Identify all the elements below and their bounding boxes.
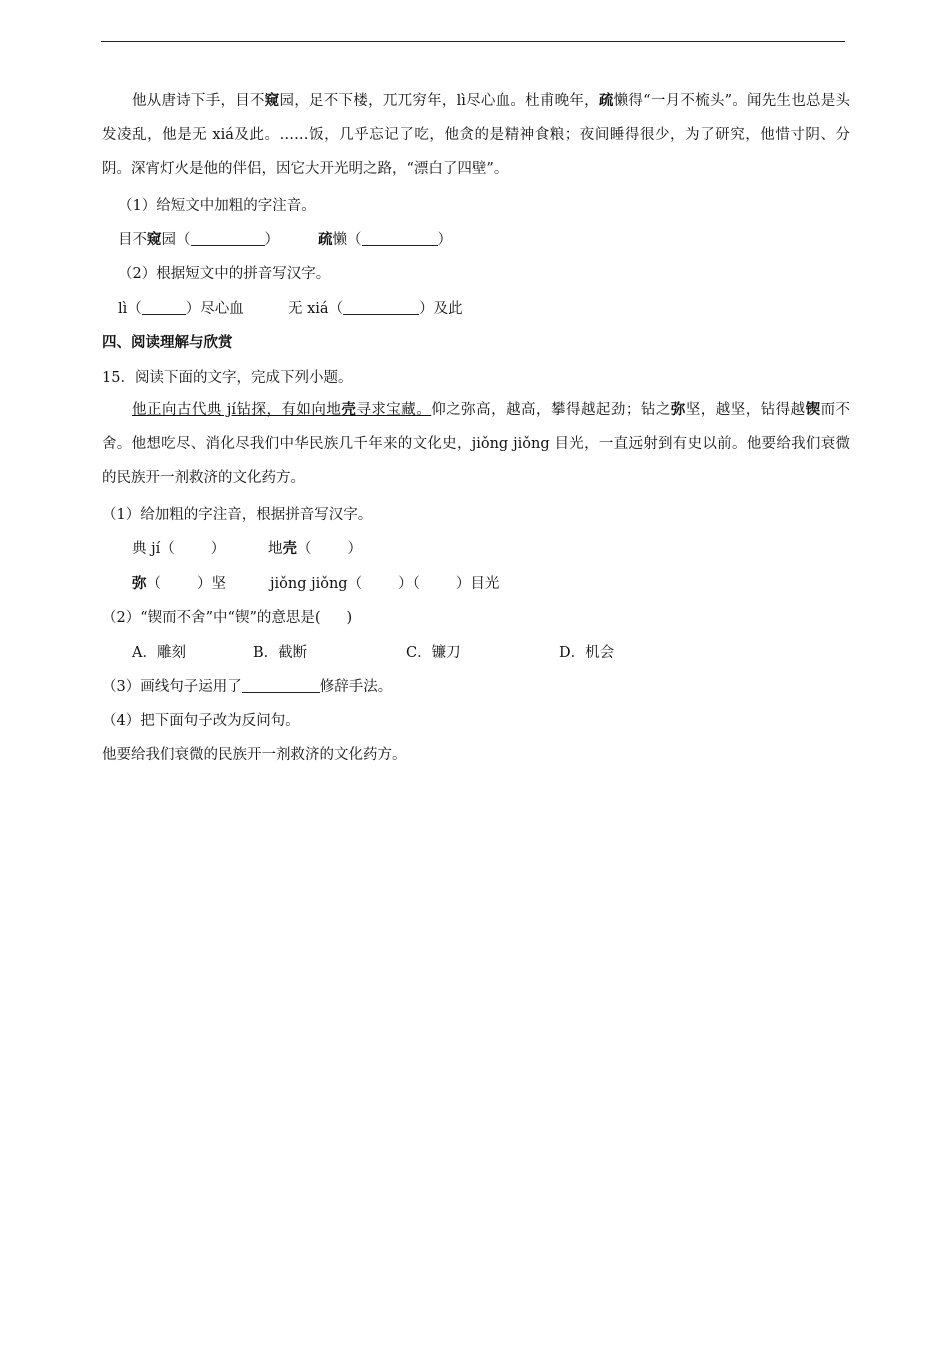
passage-2: 他正向古代典 jí钻探，有如向地壳寻求宝藏。仰之弥高，越高，攀得越起劲；钻之弥坚，越坚，钻得越锲而不舍。他想吃尽、消化尽我们中华民族几千年来的文化史，jiǒng jiǒng 目光，一直远射到有史以前。他要给我们衰微的民族开一剂救济的文化药方。 <box>102 401 851 486</box>
bold-char-ke: 壳 <box>341 401 357 418</box>
bold-char-shu: 疏 <box>318 231 333 248</box>
q15-sub1-item-4: jiǒng jiǒng（ ）（ ）目光 <box>270 576 500 592</box>
q15-title: 15．阅读下面的文字，完成下列小题。 <box>102 370 353 386</box>
section-heading: 四、阅读理解与欣赏 <box>102 334 233 351</box>
q1-title: （1）给短文中加粗的字注音。 <box>118 198 316 214</box>
q1-item-2: 疏懒（ ） <box>318 231 452 248</box>
q15-sub2-title: （2）“锲而不舍”中“锲”的意思是( ) <box>102 610 353 626</box>
q15-sub3: （3）画线句子运用了 修辞手法。 <box>102 679 393 695</box>
answer-blank[interactable] <box>142 300 186 315</box>
q15-sub4-sentence: 他要给我们衰微的民族开一剂救济的文化药方。 <box>102 747 407 763</box>
bold-char-ke: 壳 <box>282 540 297 557</box>
bold-char-shu: 疏 <box>598 92 614 109</box>
q2-title: （2）根据短文中的拼音写汉字。 <box>118 266 331 282</box>
answer-blank[interactable] <box>343 300 419 315</box>
choice-b[interactable]: B．截断 <box>253 645 308 661</box>
answer-blank[interactable] <box>242 678 320 693</box>
bold-char-qie: 锲 <box>805 401 821 418</box>
passage-text: 懒得“一月不梳头”。闻先生也总是头发凌乱，他是无 xiá及此。……饭，几乎忘记了吃，他贪的是精神食粮；夜间睡得很少，为了研究，他惜寸阴、分阴。深宵灯火是他的伴侣，因它大开光明之路，“漂白了四壁”。 <box>102 93 851 177</box>
q2-item-1: lì（ ）尽心血 <box>118 301 244 317</box>
underlined-sentence: 他正向古代典 jí钻探，有如向地壳寻求宝藏。 <box>132 401 432 418</box>
bold-char-mi: 弥 <box>670 401 686 418</box>
bold-char-kui: 窥 <box>147 231 162 248</box>
q15-sub1-item-1: 典 jí（ ） <box>132 541 226 557</box>
q15-sub1-item-2: 地壳（ ） <box>268 540 362 557</box>
passage-text: 他从唐诗下手，目不 <box>132 93 265 109</box>
choice-a[interactable]: A．雕刻 <box>132 645 186 661</box>
header-rule <box>101 41 845 42</box>
choice-c[interactable]: C．镰刀 <box>406 645 461 661</box>
passage-text: 园，足不下楼，兀兀穷年，lì尽心血。杜甫晚年， <box>279 93 599 109</box>
bold-char-mi: 弥 <box>132 575 147 592</box>
q15-sub1-item-3: 弥（ ）坚 <box>132 575 226 592</box>
q15-sub4-title: （4）把下面句子改为反问句。 <box>102 713 300 729</box>
answer-blank[interactable] <box>362 231 438 246</box>
q15-sub1-title: （1）给加粗的字注音，根据拼音写汉字。 <box>102 507 373 523</box>
bold-char-kui: 窥 <box>264 92 280 109</box>
answer-blank[interactable] <box>191 231 265 246</box>
q2-item-2: 无 xiá（ ）及此 <box>288 301 463 317</box>
q1-item-1: 目不窥园（ ） <box>118 231 279 248</box>
passage-1 <box>102 84 850 186</box>
choice-d[interactable]: D．机会 <box>559 645 615 661</box>
